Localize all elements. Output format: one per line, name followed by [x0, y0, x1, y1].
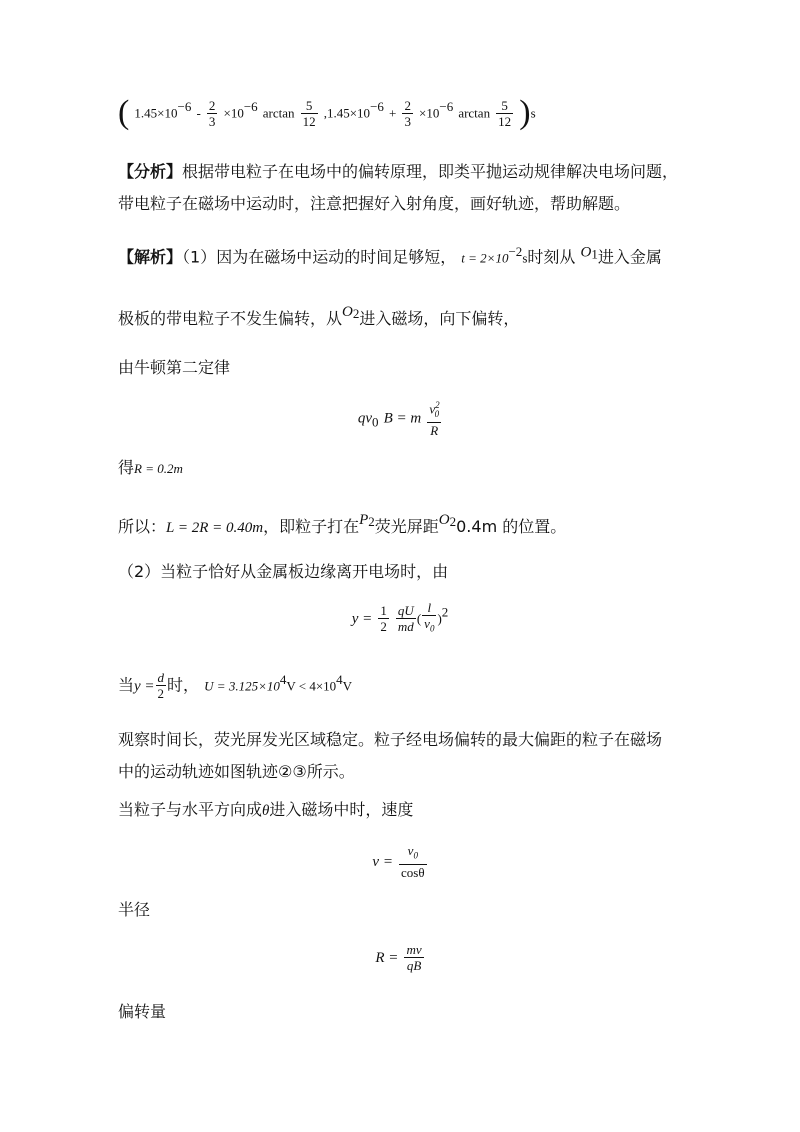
angle-theta: θ [262, 803, 270, 819]
frac-num: 1 [380, 602, 387, 618]
solution-text: （2）当粒子恰好从金属板边缘离开电场时，由 [118, 562, 449, 581]
subscript: 1 [591, 246, 598, 262]
eq-left: R = [375, 950, 399, 966]
frac-den: 3 [404, 113, 411, 129]
interval-expression [118, 96, 536, 136]
solution-text: 0.4m 的位置。 [456, 517, 567, 536]
plus-sign: + [389, 105, 397, 121]
analysis-line-1 [118, 162, 678, 182]
solution-line-7 [118, 670, 352, 701]
open-paren: ( [416, 610, 422, 626]
solution-text: ，即粒子打在 [263, 517, 360, 536]
eq-left: v = [372, 853, 393, 870]
solution-tag: 【解析】 [118, 247, 183, 267]
solution-text: 观察时间长，荧光屏发光区域稳定。粒子经电场偏转的最大偏距的粒子在磁场 [118, 730, 663, 749]
unit: V [342, 678, 353, 694]
solution-text: 半径 [118, 900, 151, 919]
solution-text: 进入磁场中时，速度 [269, 800, 414, 819]
fraction [301, 98, 318, 129]
var-v: v [429, 401, 436, 417]
expr-term: ×10 [223, 105, 244, 121]
left-paren: ( [118, 94, 130, 131]
equation-deflection [0, 600, 800, 637]
exponent: 4 [336, 672, 343, 687]
fraction [427, 398, 441, 438]
expr-term: ×10 [419, 105, 440, 121]
solution-line-3 [118, 358, 230, 378]
solution-text: 偏转量 [118, 1002, 167, 1021]
fraction [156, 670, 167, 701]
exponent: −6 [370, 99, 384, 115]
analysis-tag: 【分析】 [118, 162, 183, 181]
solution-line-5 [118, 510, 566, 538]
solution-line-2 [118, 302, 519, 329]
solution-line-4 [118, 458, 183, 479]
eq-mid: B = m [383, 410, 422, 427]
solution-line-10 [118, 800, 413, 821]
solution-line-6 [118, 562, 448, 582]
point-o1: O [580, 244, 592, 261]
frac-den: 12 [302, 113, 316, 129]
solution-line-1 [118, 242, 662, 268]
fraction [207, 98, 218, 129]
frac-num: 2 [404, 97, 411, 113]
subscript: 2 [368, 514, 375, 529]
unit: s [530, 105, 536, 121]
subscript: 0 [434, 408, 440, 419]
point-o2: O [438, 512, 450, 528]
exponent: −6 [243, 99, 258, 115]
unit: s [522, 250, 528, 266]
solution-text: 当 [118, 675, 135, 695]
frac-den: 12 [498, 113, 512, 129]
frac-num [399, 843, 427, 865]
frac-den: 2 [380, 618, 387, 634]
var-v: v [407, 843, 414, 858]
subscript: 0 [372, 414, 379, 430]
solution-text: 由牛顿第二定律 [118, 358, 231, 377]
point-p2: P [359, 512, 369, 528]
eq-left: qv [357, 410, 373, 427]
exponent: 4 [279, 672, 287, 687]
solution-text: 时刻从 [527, 247, 576, 267]
frac-num: 2 [208, 97, 216, 113]
frac-den [422, 616, 436, 637]
frac-num: 5 [496, 98, 513, 114]
eq-left: y = [351, 610, 373, 627]
frac-num: d [157, 670, 165, 686]
exponent: −2 [508, 244, 523, 259]
equation-radius [0, 942, 800, 973]
arctan-label: arctan [262, 105, 295, 121]
fraction [422, 600, 436, 637]
fraction [399, 843, 427, 880]
exponent: 2 [441, 604, 449, 620]
analysis-text: 根据带电粒子在电场中的偏转原理，即类平抛运动规律解决电场问题， [182, 162, 679, 181]
fraction [402, 98, 413, 129]
solution-line-8 [118, 730, 662, 750]
solution-text: 荧光屏距 [374, 517, 439, 536]
fraction [496, 98, 513, 129]
frac-den: 2 [157, 686, 165, 702]
subscript: 2 [449, 514, 457, 529]
solution-text: （1）因为在磁场中运动的时间足够短， [182, 247, 457, 267]
solution-text: 所以： [118, 517, 167, 536]
exponent: −6 [177, 99, 192, 115]
frac-num: qU [397, 602, 414, 618]
frac-den: qB [406, 958, 422, 973]
solution-line-11 [118, 900, 150, 920]
solution-text: 进入金属 [597, 247, 662, 267]
solution-text: 中的运动轨迹如图轨迹②③所示。 [118, 762, 355, 781]
y-expr: y = [134, 678, 155, 695]
frac-num: 5 [301, 98, 318, 114]
fraction [378, 603, 389, 634]
subscript: 2 [352, 306, 360, 321]
fraction [404, 942, 423, 973]
frac-den: md [397, 618, 414, 634]
close-paren: ) [437, 610, 442, 626]
frac-den: cosθ [401, 864, 425, 880]
radius-expr: R = 0.2m [134, 461, 183, 476]
solution-text: 得 [118, 458, 135, 477]
solution-line-9 [118, 762, 355, 782]
voltage-expr: U = 3.125×10 [204, 678, 280, 694]
right-paren: ) [519, 94, 531, 131]
var-v: v [424, 616, 430, 631]
exponent: −6 [439, 99, 454, 115]
solution-text: 时， [167, 675, 200, 695]
point-o2: O [342, 304, 353, 320]
fraction [396, 603, 416, 634]
subscript: 0 [429, 623, 435, 634]
solution-text: 进入磁场，向下偏转， [359, 309, 520, 328]
solution-text: 当粒子与水平方向成 [118, 800, 263, 819]
minus-sign: - [196, 105, 201, 121]
expr-term: ,1.45×10 [323, 105, 371, 121]
frac-num [427, 398, 441, 423]
frac-den: 3 [208, 113, 216, 129]
frac-num: mv [406, 942, 422, 957]
equation-lorentz [0, 398, 800, 438]
subscript: 0 [413, 850, 418, 861]
frac-num: l [422, 600, 436, 616]
expr-term: 1.45×10 [134, 105, 178, 121]
solution-line-12 [118, 1002, 166, 1022]
time-expr: t = 2×10 [461, 250, 509, 266]
equation-velocity [0, 843, 800, 880]
length-expr: L = 2R = 0.40m [166, 520, 264, 536]
exponent: 2 [435, 400, 440, 410]
analysis-text: 带电粒子在磁场中运动时，注意把握好入射角度，画好轨迹，帮助解题。 [118, 194, 631, 213]
frac-den: R [430, 422, 439, 438]
analysis-line-2 [118, 194, 630, 214]
voltage-expr: V < 4×10 [286, 678, 337, 694]
solution-text: 极板的带电粒子不发生偏转，从 [118, 309, 343, 328]
arctan-label: arctan [458, 105, 491, 121]
